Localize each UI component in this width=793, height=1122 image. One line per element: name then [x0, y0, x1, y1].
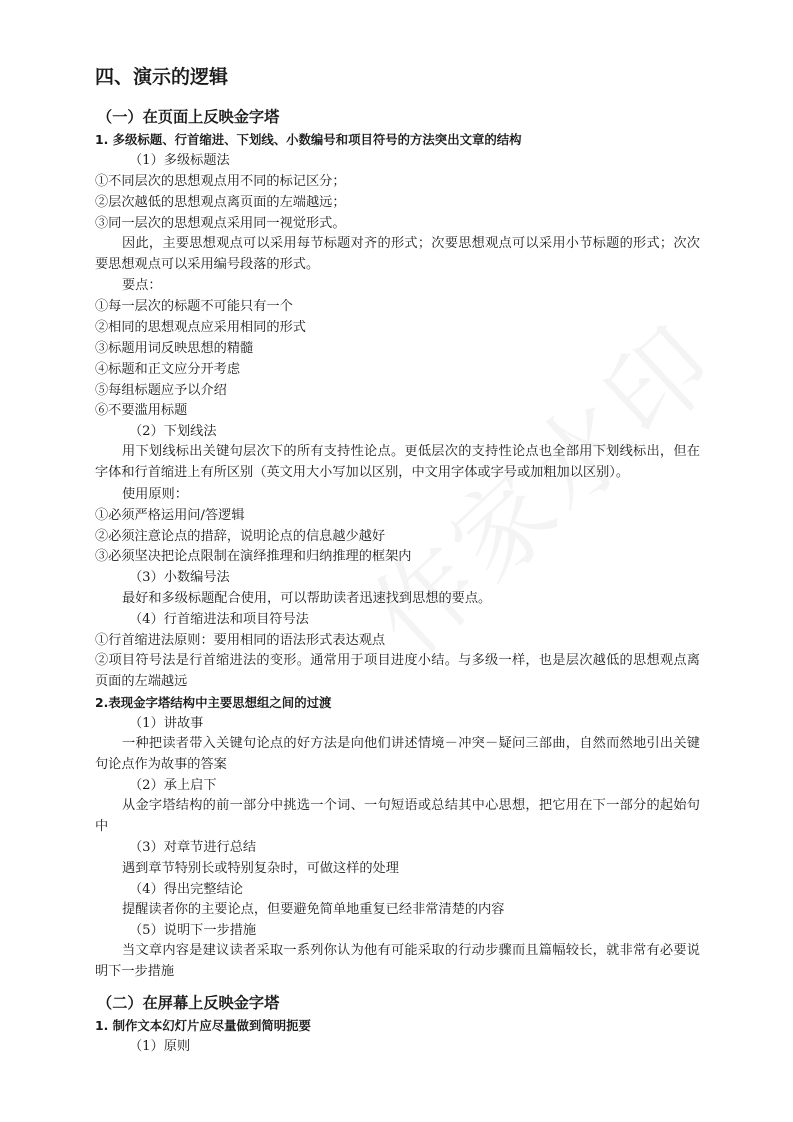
- point-heading-summary: （3）对章节进行总结: [129, 840, 257, 855]
- paragraph: 最好和多级标题配合使用，可以帮助读者迅速找到思想的要点。: [122, 591, 492, 606]
- subsection-heading-3: 1. 制作文本幻灯片应尽量做到简明扼要: [95, 1018, 311, 1033]
- paragraph: 因此，主要思想观点可以采用每节标题对齐的形式；次要思想观点可以采用小节标题的形式；次次要思想观点可以采用编号段落的形式。: [95, 236, 700, 272]
- paragraph: 从金字塔结构的前一部分中挑选一个词、一句短语或总结其中心思想，把它用在下一部分的起始句中: [95, 798, 700, 834]
- list-item: ③标题用词反映思想的精髓: [95, 341, 254, 356]
- paragraph: 一种把读者带入关键句论点的好方法是向他们讲述情境－冲突－疑问三部曲，自然而然地引出关键句论点作为故事的答案: [95, 736, 700, 772]
- point-heading-story: （1）讲故事: [129, 716, 204, 731]
- list-item: ②项目符号法是行首缩进法的变形。通常用于项目进度小结。与多级一样，也是层次越低的思想观点离页面的左端越远: [95, 653, 700, 689]
- paragraph: 用下划线标出关键句层次下的所有支持性论点。更低层次的支持性论点也全部用下划线标出，但在字体和行首缩进上有所区别（英文用大小写加以区别，中文用字体或字号或加粗加以区别）。: [95, 444, 700, 480]
- list-item: ⑥不要滥用标题: [95, 403, 188, 418]
- list-item: ②相同的思想观点应采用相同的形式: [95, 320, 306, 335]
- point-heading-decimal: （3）小数编号法: [129, 570, 230, 585]
- point-heading-multilevel: （1）多级标题法: [129, 153, 230, 168]
- list-item: ③必须坚决把论点限制在演绎推理和归纳推理的框架内: [95, 549, 412, 564]
- points-label: 要点：: [122, 278, 162, 293]
- list-item: ②必须注意论点的措辞，说明论点的信息越少越好: [95, 529, 386, 544]
- list-item: ①不同层次的思想观点用不同的标记区分；: [95, 174, 346, 189]
- paragraph: 提醒读者你的主要论点，但要避免简单地重复已经非常清楚的内容: [122, 902, 505, 917]
- point-heading-conclusion: （4）得出完整结论: [129, 882, 243, 897]
- list-item: ①必须严格运用问/答逻辑: [95, 508, 245, 523]
- chapter-heading: 四、演示的逻辑: [95, 66, 229, 88]
- list-item: ④标题和正文应分开考虑: [95, 362, 241, 377]
- point-heading-underline: （2）下划线法: [129, 424, 217, 439]
- list-item: ②层次越低的思想观点离页面的左端越远；: [95, 195, 346, 210]
- point-heading-transition: （2）承上启下: [129, 778, 217, 793]
- subsection-heading-1: 1. 多级标题、行首缩进、下划线、小数编号和项目符号的方法突出文章的结构: [95, 132, 522, 147]
- list-item: ③同一层次的思想观点采用同一视觉形式。: [95, 216, 346, 231]
- section-heading-1: （一）在页面上反映金字塔: [97, 108, 280, 126]
- list-item: ①每一层次的标题不可能只有一个: [95, 299, 293, 314]
- paragraph: 当文章内容是建议读者采取一系列你认为他有可能采取的行动步骤而且篇幅较长，就非常有必要说明下一步措施: [95, 943, 700, 979]
- section-heading-2: （二）在屏幕上反映金字塔: [97, 994, 280, 1012]
- list-item: ⑤每组标题应予以介绍: [95, 383, 227, 398]
- paragraph: 遇到章节特别长或特别复杂时，可做这样的处理: [122, 861, 399, 876]
- subsection-heading-2: 2.表现金字塔结构中主要思想组之间的过渡: [95, 695, 332, 710]
- point-heading-next-steps: （5）说明下一步措施: [129, 923, 257, 938]
- point-heading-principle: （1）原则: [129, 1039, 191, 1054]
- rules-label: 使用原则：: [122, 487, 188, 502]
- list-item: ①行首缩进法原则：要用相同的语法形式表达观点: [95, 633, 386, 648]
- point-heading-indent: （4）行首缩进法和项目符号法: [129, 612, 309, 627]
